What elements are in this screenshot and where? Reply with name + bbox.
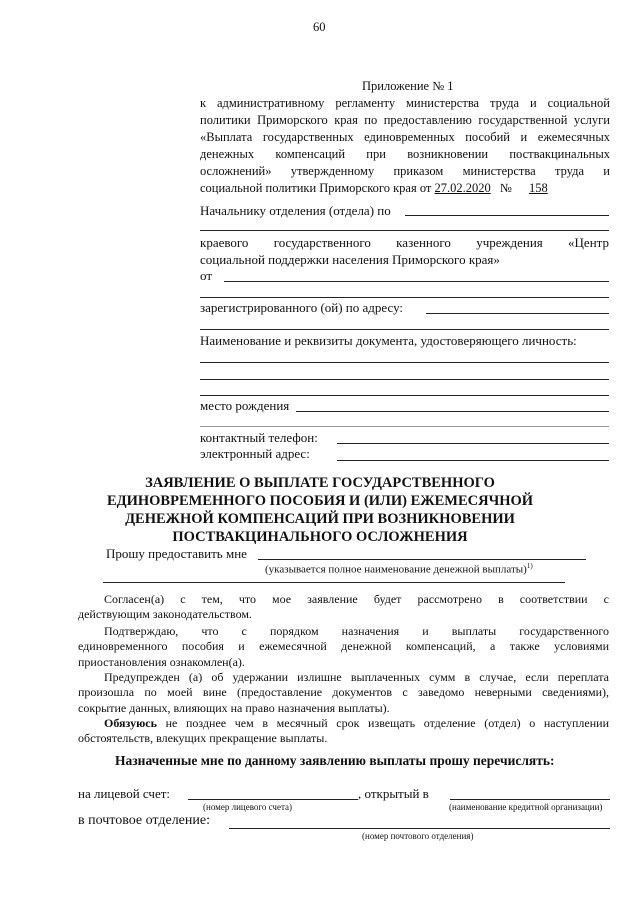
confirm-line-3: приостановления ознакомлен(а). (78, 654, 245, 669)
identity-doc-label: Наименование и реквизиты документа, удостоверяющего личность: (200, 333, 577, 348)
appendix-number: 158 (528, 181, 548, 195)
institution-line-1: краевого государственного казенного учреждения «Центр (200, 235, 609, 250)
warned-line-1: Предупрежден (а) об удержании излишне выплаченных сумм в случае, если переплата (104, 670, 609, 684)
request-field-line[interactable] (258, 559, 586, 560)
statement-title-line-1: ЗАЯВЛЕНИЕ О ВЫПЛАТЕ ГОСУДАРСТВЕННОГО (145, 475, 495, 491)
appendix-date: 27.02.2020 (434, 181, 491, 195)
opened-label: , открытый в (358, 786, 429, 801)
appendix-line-3: «Выплата государственных единовременных пособий и ежемесячных (200, 130, 610, 144)
registered-label: зарегистрированного (ой) по адресу: (200, 300, 404, 315)
birthplace-field-line-2[interactable] (200, 426, 609, 427)
agree-line-1: Согласен(а) с тем, что мое заявление будет рассмотрено в соответствии с (104, 592, 609, 606)
confirm-line-1: Подтверждаю, что с порядком назначения и выплаты государственного (104, 624, 609, 638)
oblige-bold: Обязуюсь (104, 716, 157, 730)
request-hint (265, 562, 533, 576)
request-hint-text: (указывается полное наименование денежной выплаты) (265, 563, 527, 576)
request-field-line-2[interactable] (103, 582, 565, 583)
birthplace-label: место рождения (200, 398, 290, 413)
email-field-line[interactable] (337, 460, 609, 461)
confirm-paragraph (78, 624, 609, 670)
appendix-line-6-text: социальной политики Приморского края от (200, 181, 432, 195)
account-label: на лицевой счет: (78, 786, 171, 801)
account-hint: (номер лицевого счета) (203, 802, 292, 812)
from-field-line-2[interactable] (200, 297, 609, 298)
identity-field-line-3[interactable] (200, 395, 609, 396)
page-number: 60 (313, 20, 326, 34)
address-field-line[interactable] (426, 313, 609, 314)
warned-line-2: произошла по моей вине (предоставление документов с заведомо неверными сведениями), (78, 685, 609, 700)
post-label: в почтовое отделение: (78, 813, 210, 828)
institution-line-2: социальной поддержки населения Приморского края» (200, 252, 500, 267)
appendix-number-sign: № (499, 181, 512, 195)
warned-paragraph (78, 670, 609, 716)
appendix-title: Приложение № 1 (362, 79, 454, 93)
birthplace-field-line[interactable] (296, 411, 609, 412)
confirm-line-2: единовременного пособия и ежемесячной денежной компенсаций, а также условиями (78, 639, 609, 654)
bank-field-line[interactable] (450, 799, 610, 800)
agree-paragraph (78, 592, 609, 623)
warned-line-3: сокрытие данных, влияющих на право назначения выплаты). (78, 700, 390, 715)
oblige-paragraph (78, 716, 609, 747)
appendix-line-6 (200, 181, 550, 196)
phone-label: контактный телефон: (200, 430, 318, 445)
from-field-line[interactable] (224, 281, 609, 282)
from-label: от (200, 268, 213, 283)
oblige-rest: не позднее чем в месячный срок извещать отделение (отдел) о наступлении (156, 716, 609, 730)
appendix-line-5: осложнений» утвержденному приказом министерства труда и (200, 164, 610, 178)
post-hint: (номер почтового отделения) (362, 831, 474, 841)
request-footnote: 1) (526, 562, 533, 570)
statement-title-line-2: ЕДИНОВРЕМЕННОГО ПОСОБИЯ И (ИЛИ) ЕЖЕМЕСЯЧНОЙ (106, 493, 534, 509)
account-field-line[interactable] (188, 799, 358, 800)
payment-heading: Назначенные мне по данному заявлению выплаты прошу перечислять: (115, 753, 555, 768)
appendix-line-2: политики Приморского края по предоставлению государственной услуги (200, 113, 610, 127)
bank-hint: (наименование кредитной организации) (449, 802, 603, 812)
address-field-line-2[interactable] (200, 329, 609, 330)
agree-line-2: действующим законодательством. (78, 607, 252, 622)
statement-title-line-3: ДЕНЕЖНОЙ КОМПЕНСАЦИЙ ПРИ ВОЗНИКНОВЕНИИ (125, 511, 515, 527)
identity-field-line-2[interactable] (200, 379, 609, 380)
appendix-line-1: к административному регламенту министерства труда и социальной (200, 96, 610, 110)
chief-field-line[interactable] (405, 215, 609, 216)
chief-field-line-2[interactable] (200, 230, 609, 231)
phone-field-line[interactable] (337, 443, 609, 444)
appendix-line-4: денежных компенсаций при возникновении поствакцинальных (200, 147, 610, 161)
oblige-line-2: обстоятельств, влекущих прекращение выплаты. (78, 731, 328, 746)
post-field-line[interactable] (229, 828, 610, 829)
identity-field-line-1[interactable] (200, 362, 609, 363)
oblige-line-1 (78, 716, 609, 731)
email-label: электронный адрес: (200, 446, 310, 461)
chief-label: Начальнику отделения (отдела) по (200, 203, 391, 218)
statement-title-line-4: ПОСТВАКЦИНАЛЬНОГО ОСЛОЖНЕНИЯ (172, 529, 468, 545)
request-label: Прошу предоставить мне (106, 546, 247, 561)
